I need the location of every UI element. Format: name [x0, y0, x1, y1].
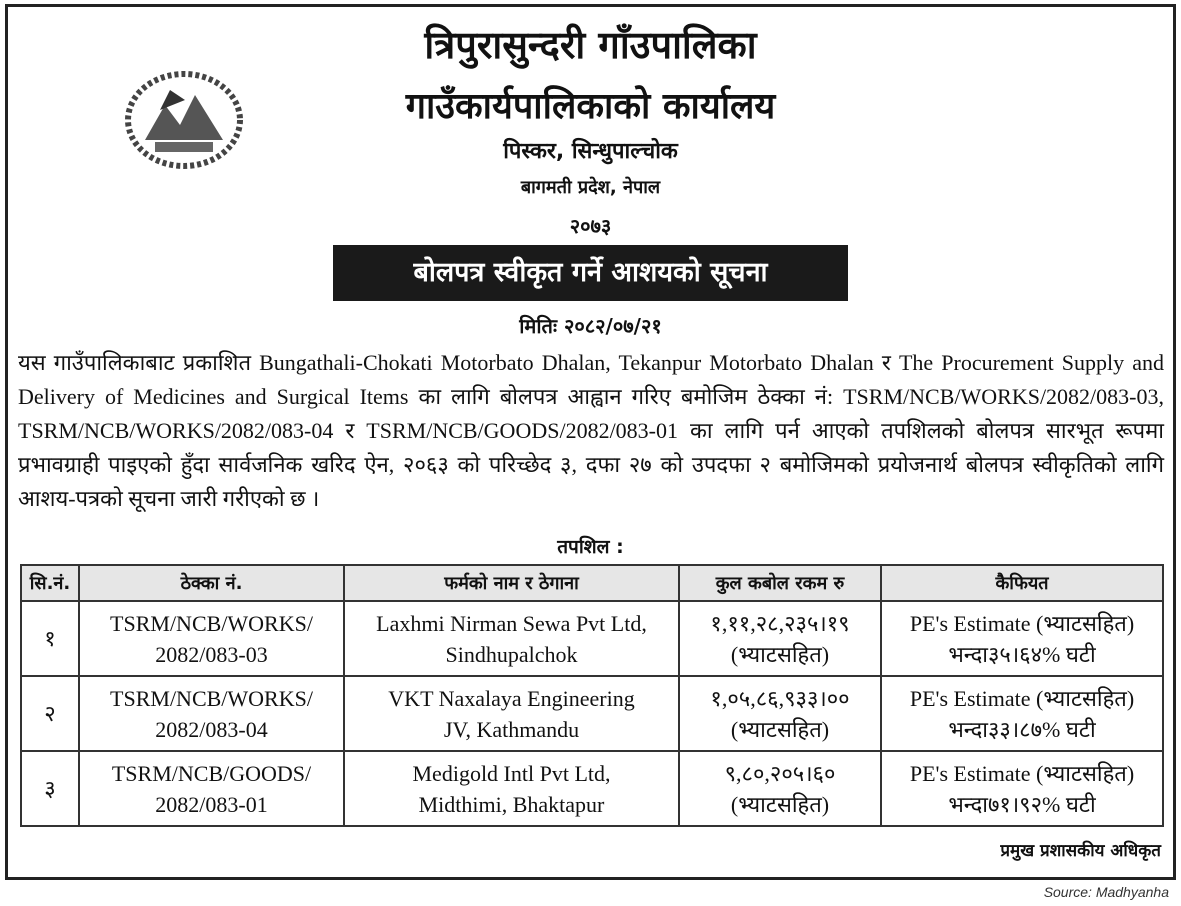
- serial-number: ३: [21, 751, 79, 826]
- bid-amount: [679, 601, 881, 676]
- bid-amount: [679, 676, 881, 751]
- established-year: २०७३: [569, 214, 612, 238]
- office-name: गाउँकार्यपालिकाको कार्यालय: [405, 86, 776, 127]
- firm-name-address: [344, 676, 679, 751]
- contract-number: [79, 751, 344, 826]
- bid-amount-line: (भ्याटसहित): [730, 641, 830, 667]
- firm-name-address-line: Laxhmi Nirman Sewa Pvt Ltd,: [376, 610, 647, 636]
- contract-number-line: 2082/083-01: [155, 791, 268, 817]
- firm-name-address-line: Sindhupalchok: [445, 641, 578, 667]
- bid-amount-line: ९,८०,२०५।६०: [724, 760, 836, 786]
- contract-number-line: 2082/083-04: [155, 716, 268, 742]
- remarks: [881, 676, 1163, 751]
- province: बागमती प्रदेश, नेपाल: [520, 177, 661, 198]
- firm-name-address-line: VKT Naxalaya Engineering: [388, 685, 635, 711]
- firm-name-address-line: JV, Kathmandu: [443, 716, 580, 742]
- source-credit: Source: Madhyanha: [1043, 884, 1169, 900]
- contract-number-line: TSRM/NCB/WORKS/: [110, 685, 313, 711]
- col-header: सि.नं.: [21, 565, 79, 601]
- firm-name-address: [344, 601, 679, 676]
- bid-table: [20, 564, 1164, 827]
- col-header: कैफियत: [881, 565, 1163, 601]
- bid-amount-line: १,०५,८६,९३३।००: [710, 685, 850, 711]
- firm-name-address-line: Midthimi, Bhaktapur: [418, 791, 605, 817]
- col-header: कुल कबोल रकम रु: [679, 565, 881, 601]
- contract-number-line: TSRM/NCB/WORKS/: [110, 610, 313, 636]
- contract-number-line: 2082/083-03: [155, 641, 268, 667]
- bid-amount: [679, 751, 881, 826]
- office-location: पिस्कर, सिन्धुपाल्चोक: [503, 139, 678, 164]
- remarks: [881, 751, 1163, 826]
- municipality-name: त्रिपुरासुन्दरी गाँउपालिका: [424, 23, 757, 67]
- contract-number: [79, 601, 344, 676]
- table-row: [21, 676, 1163, 751]
- table-row: [21, 601, 1163, 676]
- contract-number-line: TSRM/NCB/GOODS/: [111, 760, 312, 786]
- table-row: [21, 751, 1163, 826]
- remarks-line: PE's Estimate (भ्याटसहित): [909, 685, 1135, 711]
- serial-number: १: [21, 601, 79, 676]
- table-heading: तपशिल :: [557, 536, 624, 558]
- col-header: ठेक्का नं.: [79, 565, 344, 601]
- remarks-line: PE's Estimate (भ्याटसहित): [909, 760, 1135, 786]
- remarks-line: भन्दा३३।८७% घटी: [948, 716, 1096, 742]
- firm-name-address: [344, 751, 679, 826]
- bid-amount-line: (भ्याटसहित): [730, 791, 830, 817]
- col-header: फर्मको नाम र ठेगाना: [344, 565, 679, 601]
- remarks-line: भन्दा३५।६४% घटी: [948, 641, 1096, 667]
- notice-body: यस गाउँपालिकाबाट प्रकाशित Bungathali-Chokati Motorbato Dhalan, Tekanpur Motorbato Dhalan र The Procurement Supply and Delivery of Medicines and Surgical Items का लागि बोलपत्र आह्वान गरिए बमोजिम ठेक्का नं: TSRM/NCB/WORKS/2082/083-03, TSRM/NCB/WORKS/2082/083-04 र TSRM/NCB/GOODS/2082/083-01 का लागि पर्न आएको तपशिलको बोलपत्र सारभूत रूपमा प्रभावग्राही पाइएको हुँदा सार्वजनिक खरिद ऐन, २०६३ को परिच्छेद ३, दफा २७ को उपदफा २ बमोजिमको प्रयोजनार्थ बोलपत्र स्वीकृतिको लागि आशय-पत्रको सूचना जारी गरीएको छ ।: [18, 350, 1164, 511]
- signatory: प्रमुख प्रशासकीय अधिकृत: [1000, 841, 1161, 861]
- remarks-line: भन्दा७१।९२% घटी: [948, 791, 1096, 817]
- bid-amount-line: (भ्याटसहित): [730, 716, 830, 742]
- notice-date: मितिः २०८२/०७/२१: [519, 314, 662, 338]
- table-header-row: [21, 565, 1163, 601]
- remarks: [881, 601, 1163, 676]
- bid-amount-line: १,११,२८,२३५।१९: [710, 610, 850, 636]
- firm-name-address-line: Medigold Intl Pvt Ltd,: [412, 760, 611, 786]
- serial-number: २: [21, 676, 79, 751]
- contract-number: [79, 676, 344, 751]
- remarks-line: PE's Estimate (भ्याटसहित): [909, 610, 1135, 636]
- notice-title: बोलपत्र स्वीकृत गर्ने आशयको सूचना: [333, 245, 848, 301]
